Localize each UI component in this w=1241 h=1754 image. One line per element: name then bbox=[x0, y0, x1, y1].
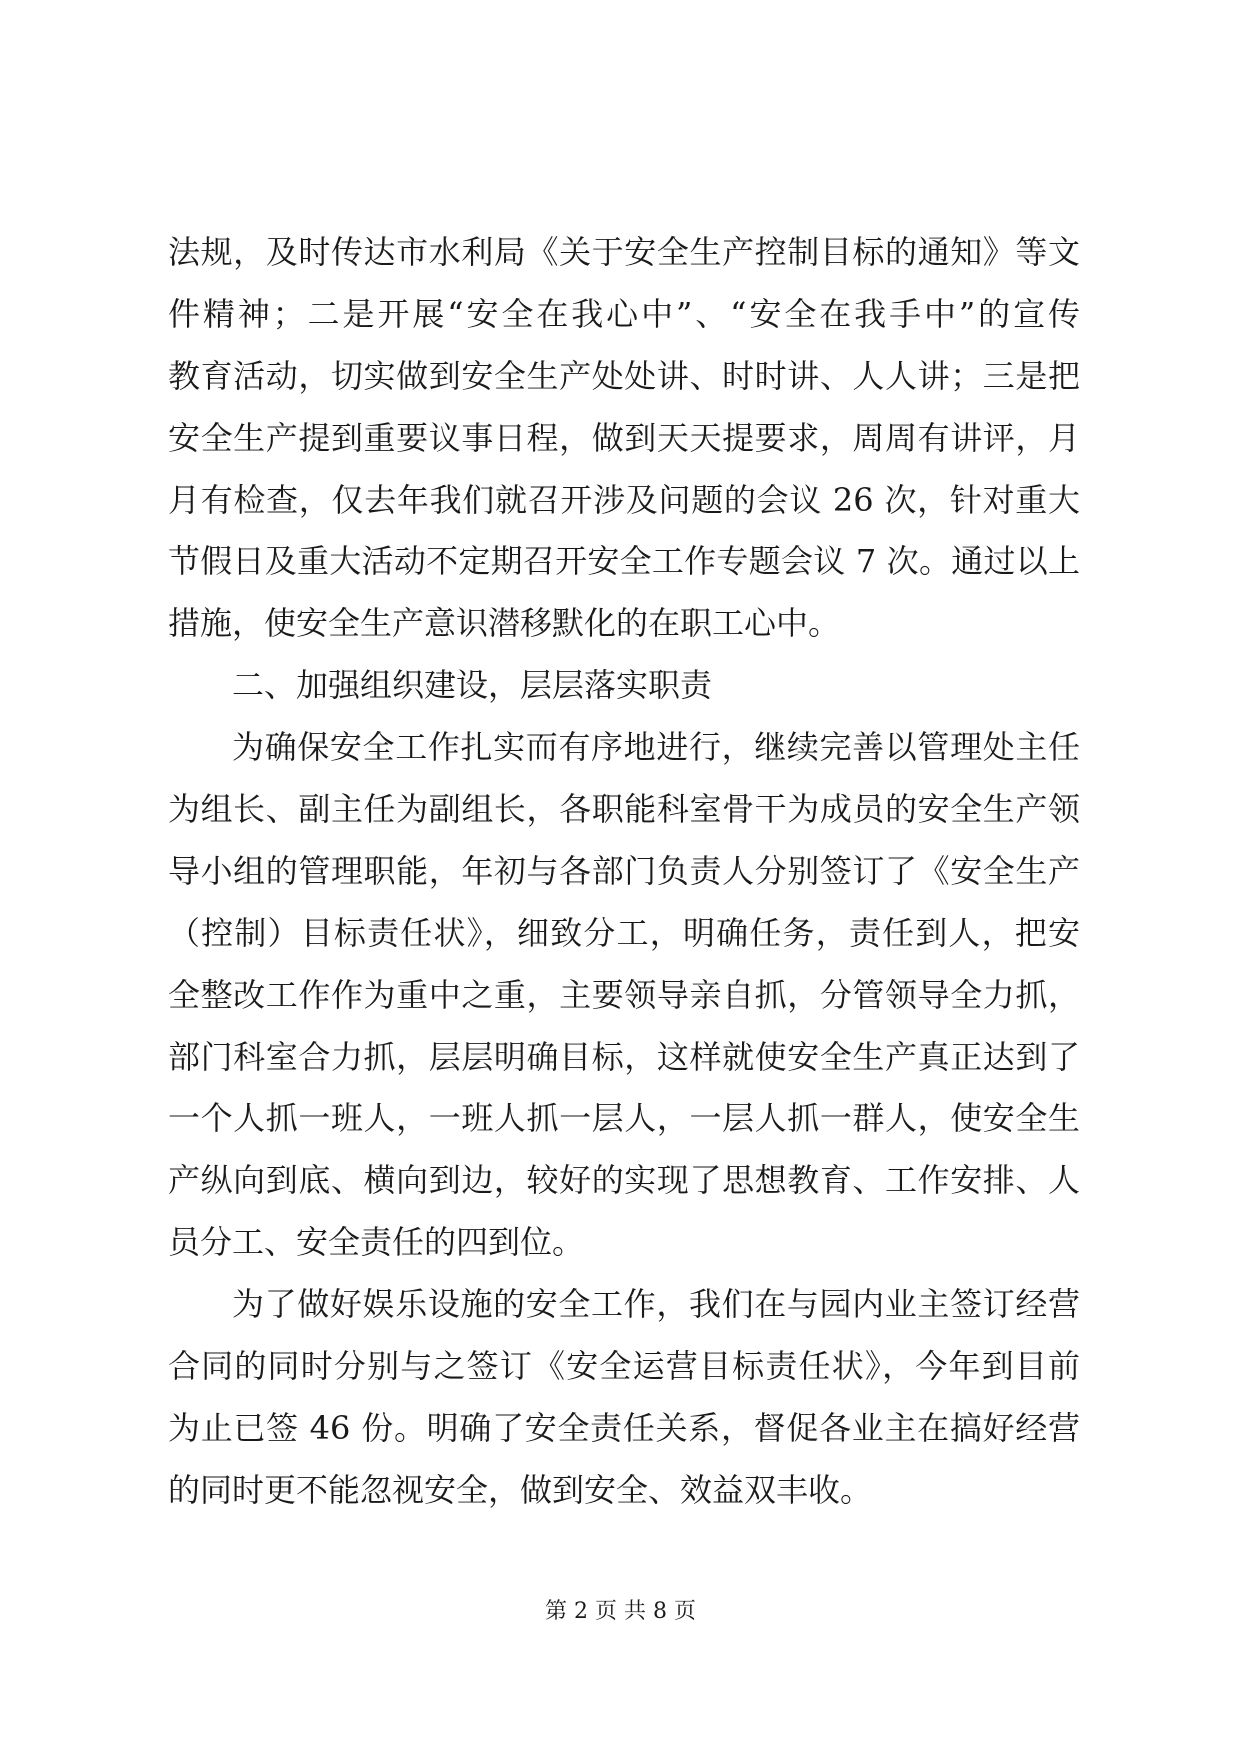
page-footer: 第 2 页 共 8 页 bbox=[545, 1599, 696, 1624]
text-line: 措施，使安全生产意识潜移默化的在职工心中。 bbox=[168, 604, 841, 643]
text-line: 法规，及时传达市水利局《关于安全生产控制目标的通知》等文 bbox=[168, 233, 1080, 271]
text-line: 件精神；二是开展“安全在我心中”、“安全在我手中”的宣传 bbox=[168, 294, 1080, 333]
text-line: 二、加强组织建设，层层落实职责 bbox=[232, 666, 713, 705]
text-line: 员分工、安全责任的四到位。 bbox=[168, 1223, 585, 1262]
text-line: 安全生产提到重要议事日程，做到天天提要求，周周有讲评，月 bbox=[168, 418, 1080, 457]
text-line: 一个人抓一班人，一班人抓一层人，一层人抓一群人，使安全生 bbox=[168, 1099, 1080, 1138]
text-line: 月有检查，仅去年我们就召开涉及问题的会议 26 次，针对重大 bbox=[168, 480, 1080, 519]
text-line: 全整改工作作为重中之重，主要领导亲自抓，分管领导全力抓， bbox=[168, 975, 1080, 1014]
text-line: 教育活动，切实做到安全生产处处讲、时时讲、人人讲；三是把 bbox=[168, 356, 1080, 395]
text-line: 产纵向到底、横向到边，较好的实现了思想教育、工作安排、人 bbox=[168, 1161, 1080, 1200]
text-line: 为确保安全工作扎实而有序地进行，继续完善以管理处主任 bbox=[232, 728, 1080, 767]
text-line: （控制）目标责任状》，细致分工，明确任务，责任到人，把安 bbox=[168, 913, 1080, 952]
text-line: 部门科室合力抓，层层明确目标，这样就使安全生产真正达到了 bbox=[168, 1037, 1080, 1076]
text-line: 为组长、副主任为副组长，各职能科室骨干为成员的安全生产领 bbox=[168, 790, 1080, 829]
text-line: 为了做好娱乐设施的安全工作，我们在与园内业主签订经营 bbox=[232, 1285, 1080, 1324]
text-line: 为止已签 46 份。明确了安全责任关系，督促各业主在搞好经营 bbox=[168, 1408, 1080, 1447]
text-line: 合同的同时分别与之签订《安全运营目标责任状》，今年到目前 bbox=[168, 1347, 1080, 1386]
text-line: 节假日及重大活动不定期召开安全工作专题会议 7 次。通过以上 bbox=[168, 542, 1080, 581]
text-line: 导小组的管理职能，年初与各部门负责人分别签订了《安全生产 bbox=[168, 851, 1080, 890]
text-line: 的同时更不能忽视安全，做到安全、效益双丰收。 bbox=[168, 1470, 873, 1509]
body-text bbox=[168, 232, 1080, 1532]
